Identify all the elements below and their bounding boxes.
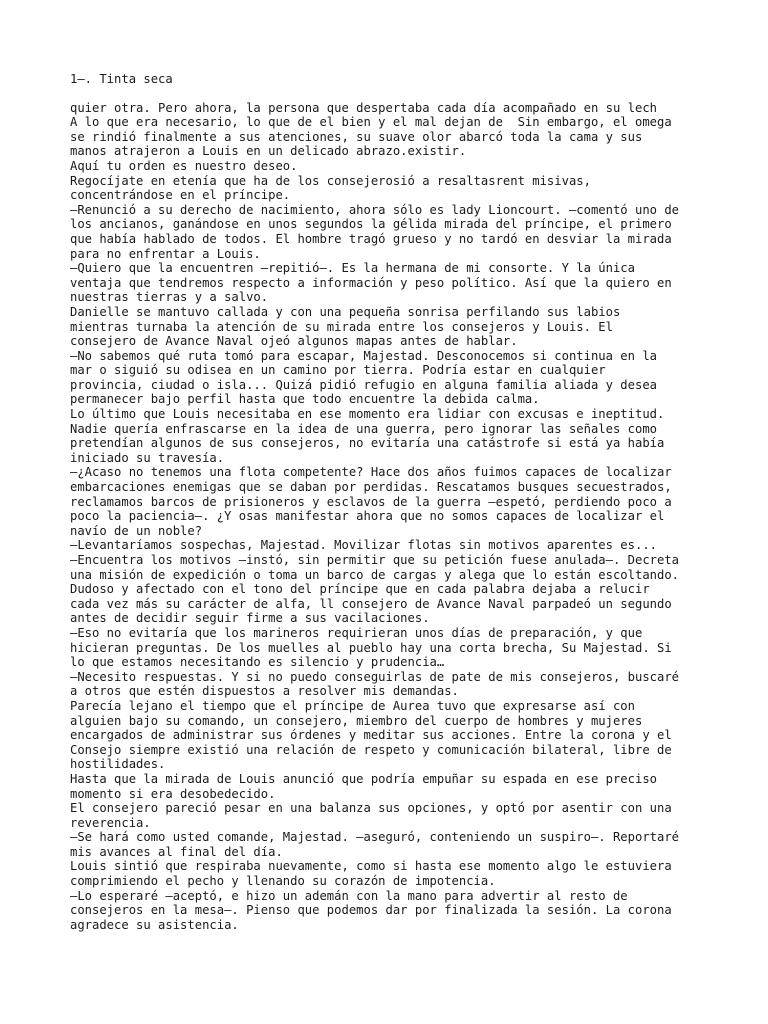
text-line: Danielle se mantuvo callada y con una pequeña sonrisa perfilando sus labios <box>70 304 621 319</box>
text-line: una misión de expedición o toma un barco de cargas y alega que lo están escoltando. <box>70 567 680 582</box>
text-line: mar o siguió su odisea en un camino por tierra. Podría estar en cualquier <box>70 363 606 378</box>
text-line: Parecía lejano el tiempo que el príncipe de Aurea tuvo que expresarse así con <box>70 698 635 713</box>
text-line: los ancianos, ganándose en unos segundos la gélida mirada del príncipe, el primero <box>70 217 672 232</box>
text-line: reclamamos barcos de prisioneros y esclavos de la guerra —espetó, perdiendo poco a <box>70 494 672 509</box>
text-line: —Necesito respuestas. Y si no puedo conseguirlas de pate de mis consejeros, buscaré <box>70 669 680 684</box>
text-line: Consejo siempre existió una relación de respeto y comunicación bilateral, libre de <box>70 742 672 757</box>
text-line: mis avances al final del día. <box>70 844 283 859</box>
chapter-body <box>70 101 700 933</box>
text-line: pretendían algunos de sus consejeros, no evitaría una catástrofe si está ya había <box>70 436 665 451</box>
text-line: Louis sintió que respiraba nuevamente, como si hasta ese momento algo le estuviera <box>70 859 672 874</box>
text-line: Nadie quería enfrascarse en la idea de una guerra, pero ignorar las señales como <box>70 421 657 436</box>
text-line: concentrándose en el príncipe. <box>70 188 291 203</box>
text-line: —Renunció a su derecho de nacimiento, ahora sólo es lady Lioncourt. —comentó uno de <box>70 202 680 217</box>
text-line: manos atrajeron a Louis en un delicado abrazo.existir. <box>70 144 467 159</box>
text-line: Hasta que la mirada de Louis anunció que podría empuñar su espada en ese preciso <box>70 771 657 786</box>
text-line: hicieran preguntas. De los muelles al pueblo hay una corta brecha, Su Majestad. Si <box>70 640 672 655</box>
text-line: —No sabemos qué ruta tomó para escapar, Majestad. Desconocemos si continua en la <box>70 348 657 363</box>
text-line: —Levantaríamos sospechas, Majestad. Movilizar flotas sin motivos aparentes es... <box>70 538 657 553</box>
text-line: embarcaciones enemigas que se daban por perdidas. Rescatamos busques secuestrados, <box>70 480 672 495</box>
text-line: agradece su asistencia. <box>70 917 239 932</box>
text-line: A lo que era necesario, lo que de el bien y el mal dejan de Sin embargo, el omega <box>70 115 672 130</box>
text-line: a otros que estén dispuestos a resolver mis demandas. <box>70 684 459 699</box>
text-line: encargados de administrar sus órdenes y meditar sus acciones. Entre la corona y el <box>70 728 672 743</box>
text-line: —Encuentra los motivos —instó, sin permitir que su petición fuese anulada—. Decreta <box>70 553 680 567</box>
text-line: permanecer bajo perfil hasta que todo encuentre la debida calma. <box>70 392 540 407</box>
text-line: mientras turnaba la atención de su mirada entre los consejeros y Louis. El <box>70 319 613 334</box>
text-line: antes de decidir seguir firme a sus vacilaciones. <box>70 611 430 626</box>
text-line: iniciado su travesía. <box>70 450 225 465</box>
chapter-heading: 1—. Tinta seca <box>70 72 173 86</box>
text-line: Dudoso y afectado con el tono del príncipe que en cada palabra dejaba a relucir <box>70 582 650 597</box>
text-line: —¿Acaso no tenemos una flota competente? Hace dos años fuimos capaces de localizar <box>70 465 672 480</box>
text-line: nuestras tierras y a salvo. <box>70 290 269 305</box>
text-line: reverencia. <box>70 815 151 830</box>
text-line: consejeros en la mesa—. Pienso que podemos dar por finalizada la sesión. La corona <box>70 903 672 918</box>
text-line: quier otra. Pero ahora, la persona que despertaba cada día acompañado en su lech <box>70 100 657 115</box>
text-line: —Eso no evitaría que los marineros requirieran unos días de preparación, y que <box>70 625 643 640</box>
text-line: navío de un noble? <box>70 523 203 538</box>
text-line: Regocíjate en etenía que ha de los consejerosió a resaltasrent misivas, <box>70 173 591 188</box>
text-line: ventaja que tendremos respecto a información y peso político. Así que la quiero en <box>70 275 672 290</box>
text-line: consejero de Avance Naval ojeó algunos mapas antes de hablar. <box>70 334 518 349</box>
text-line: que había hablado de todos. El hombre tragó grueso y no tardó en desviar la mirada <box>70 231 672 246</box>
text-line: momento si era desobedecido. <box>70 786 276 801</box>
text-line: Lo último que Louis necesitaba en ese momento era lidiar con excusas e ineptitud. <box>70 407 665 422</box>
text-line: lo que estamos necesitando es silencio y prudencia… <box>70 655 445 670</box>
text-line: para no enfrentar a Louis. <box>70 246 261 261</box>
text-line: —Lo esperaré —aceptó, e hizo un ademán con la mano para advertir al resto de <box>70 888 628 903</box>
text-line: El consejero pareció pesar en una balanza sus opciones, y optó por asentir con una <box>70 801 672 816</box>
text-line: se rindió finalmente a sus atenciones, su suave olor abarcó toda la cama y sus <box>70 129 643 144</box>
text-line: alguien bajo su comando, un consejero, miembro del cuerpo de hombres y mujeres <box>70 713 643 728</box>
text-line: poco la paciencia—. ¿Y osas manifestar ahora que no somos capaces de localizar el <box>70 509 665 524</box>
text-line: hostilidades. <box>70 757 166 772</box>
text-line: —Quiero que la encuentren —repitió—. Es la hermana de mi consorte. Y la única <box>70 261 635 276</box>
text-line: provincia, ciudad o isla... Quizá pidió refugio en alguna familia aliada y desea <box>70 377 657 392</box>
text-line: comprimiendo el pecho y llenando su corazón de impotencia. <box>70 874 496 889</box>
text-line: cada vez más su carácter de alfa, ll consejero de Avance Naval parpadeó un segundo <box>70 596 672 611</box>
document-page <box>70 72 700 932</box>
text-line: Aquí tu orden es nuestro deseo. <box>70 158 298 173</box>
text-line: —Se hará como usted comande, Majestad. —aseguró, conteniendo un suspiro—. Reportaré <box>70 830 680 845</box>
